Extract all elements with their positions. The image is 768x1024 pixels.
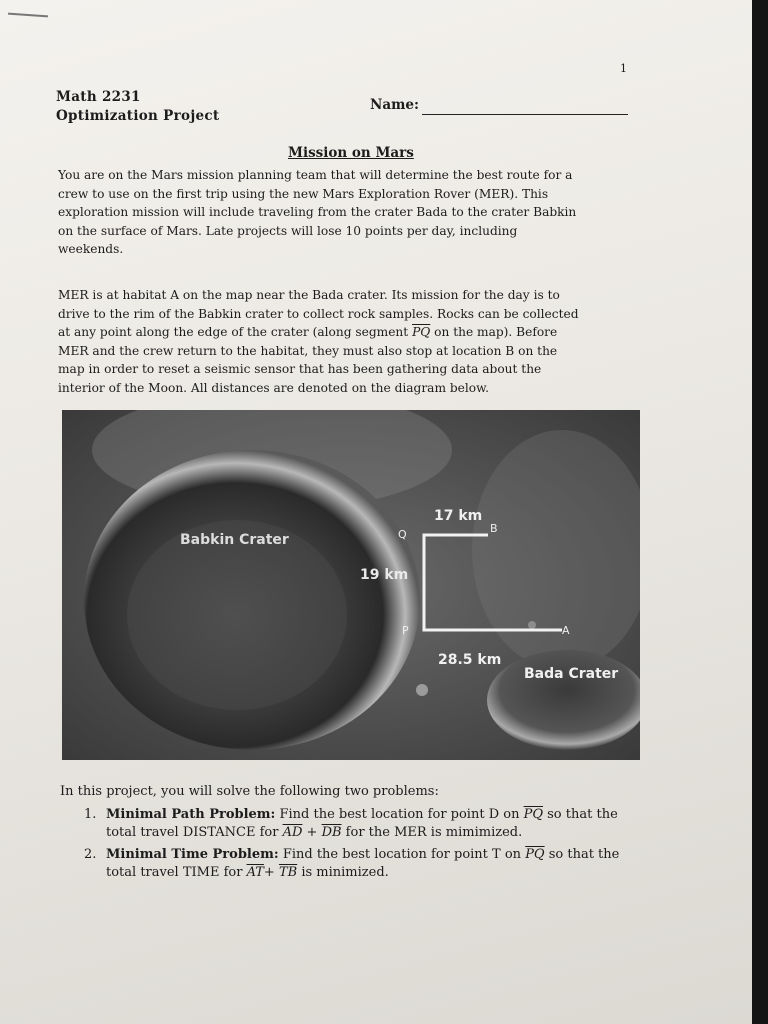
- point-p-label: P: [402, 624, 409, 637]
- name-label: Name:: [370, 97, 419, 113]
- mission-line: map in order to reset a seismic sensor that has been gathering data about the: [58, 362, 542, 376]
- segment-ad: $\overline{AD}$: [282, 825, 303, 840]
- intro-paragraph: [58, 166, 638, 259]
- problem-number: 1.: [84, 807, 97, 822]
- problem-title: Minimal Time Problem:: [106, 847, 279, 862]
- point-q-label: Q: [398, 528, 407, 541]
- segment-db: $\overline{DB}$: [321, 825, 342, 840]
- problem-line: [106, 806, 619, 824]
- problem-text: is minimized.: [297, 865, 389, 880]
- problem-text: total travel DISTANCE for: [106, 825, 283, 840]
- point-a-label: A: [562, 624, 570, 637]
- problem-text: +: [302, 825, 322, 840]
- problem-text: so that the: [544, 847, 620, 862]
- mission-line: drive to the rim of the Babkin crater to collect rock samples. Rocks can be collected: [58, 306, 579, 321]
- problem-text: so that the: [543, 807, 618, 822]
- segment-pq: $\overline{PQ}$: [525, 847, 545, 862]
- intro-line: weekends.: [58, 242, 124, 256]
- course-number: Math 2231: [56, 89, 141, 105]
- distance-28-5km: 28.5 km: [438, 652, 502, 668]
- intro-line: on the surface of Mars. Late projects will lose 10 points per day, including: [58, 223, 518, 238]
- segment-pq: $\overline{PQ}$: [523, 807, 543, 822]
- babkin-crater-label: Babkin Crater: [180, 532, 289, 548]
- mars-map-image: [62, 410, 640, 760]
- segment-pq: $\overline{PQ}$: [412, 325, 431, 339]
- corner-mark: [8, 13, 48, 18]
- distance-17km: 17 km: [434, 508, 483, 524]
- problems-list: [84, 806, 619, 886]
- mission-text: on the map). Before: [430, 325, 558, 339]
- problem-text: for the MER is mimimized.: [341, 825, 523, 840]
- map-illustration: [62, 410, 640, 760]
- mission-paragraph: [58, 286, 638, 397]
- problem-text: total travel TIME for: [106, 865, 247, 880]
- project-title: Optimization Project: [56, 108, 220, 124]
- problem-text: Find the best location for point D on: [275, 807, 524, 822]
- problems-intro: In this project, you will solve the following two problems:: [60, 784, 439, 799]
- segment-tb: $\overline{TB}$: [278, 865, 298, 880]
- problem-line: [106, 846, 619, 864]
- problem-item: [84, 846, 619, 882]
- page-number: 1: [620, 62, 627, 75]
- mission-line: MER is at habitat A on the map near the Bada crater. Its mission for the day is to: [58, 288, 560, 302]
- intro-line: You are on the Mars mission planning team that will determine the best route for a: [58, 168, 573, 182]
- mission-line: [58, 323, 638, 342]
- point-b-label: B: [490, 522, 498, 535]
- mission-line: MER and the crew return to the habitat, they must also stop at location B on the: [58, 343, 558, 358]
- document-heading: Mission on Mars: [288, 145, 414, 161]
- intro-line: crew to use on the first trip using the new Mars Exploration Rover (MER). This: [58, 186, 549, 201]
- name-field-line: [422, 114, 628, 115]
- problem-text: +: [263, 865, 279, 880]
- problem-item: [84, 806, 619, 842]
- problem-number: 2.: [84, 847, 97, 862]
- intro-line: exploration mission will include traveling from the crater Bada to the crater Babkin: [58, 205, 577, 219]
- course-info: [56, 88, 219, 126]
- problem-line: [106, 824, 619, 842]
- segment-at: $\overline{AT}$: [246, 865, 264, 880]
- mission-text: at any point along the edge of the crater (along segment: [58, 325, 413, 339]
- bada-crater-label: Bada Crater: [524, 666, 619, 682]
- distance-19km: 19 km: [360, 567, 409, 583]
- mission-line: interior of the Moon. All distances are denoted on the diagram below.: [58, 380, 489, 395]
- problem-text: Find the best location for point T on: [278, 847, 526, 862]
- problem-line: [106, 864, 619, 882]
- bada-crater: [487, 650, 640, 750]
- problem-title: Minimal Path Problem:: [106, 807, 276, 822]
